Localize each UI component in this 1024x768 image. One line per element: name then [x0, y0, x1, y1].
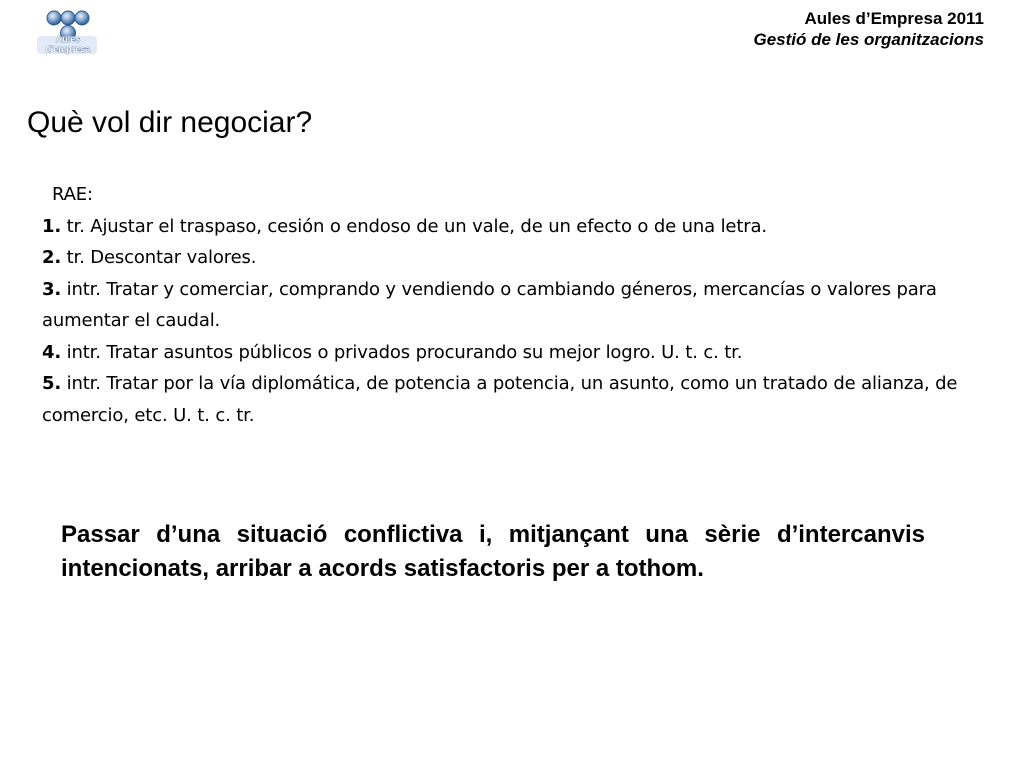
definition-item	[42, 368, 997, 431]
definition-text: intr. Tratar por la vía diplomática, de potencia a potencia, un asunto, como un tratado de alianza, de comercio, etc. U. t. c. tr.	[42, 373, 958, 426]
definition-text: tr. Ajustar el traspaso, cesión o endoso de un vale, de un efecto o de una letra.	[61, 215, 767, 237]
logo-text-line1: Aules	[55, 34, 81, 44]
slide-title: Què vol dir negociar?	[27, 106, 313, 139]
rae-label: RAE:	[52, 184, 93, 205]
aules-empresa-logo	[34, 8, 100, 56]
definition-number: 1.	[42, 215, 62, 237]
header-subject: Gestió de les organitzacions	[753, 30, 984, 49]
logo-text-line2: d'empresa	[45, 44, 91, 54]
rae-definitions	[42, 179, 997, 431]
definition-item	[42, 242, 997, 274]
definition-number: 5.	[42, 373, 62, 394]
definition-item	[42, 274, 997, 337]
definition-number: 2.	[42, 247, 62, 268]
definition-number: 4.	[42, 341, 62, 363]
slide-header	[753, 8, 984, 50]
definition-number: 3.	[42, 278, 62, 300]
definition-text: intr. Tratar y comerciar, comprando y vendiendo o cambiando géneros, mercancías o valores para aumentar el caudal.	[42, 278, 937, 331]
header-course-title: Aules d’Empresa 2011	[804, 9, 984, 28]
definition-item	[42, 337, 997, 369]
definition-item	[42, 211, 997, 243]
negotiation-summary: Passar d’una situació conflictiva i, mitjançant una sèrie d’intercanvis intencionats, arribar a acords satisfactoris per a tothom.	[61, 521, 925, 582]
definition-text: intr. Tratar asuntos públicos o privados procurando su mejor logro. U. t. c. tr.	[61, 341, 743, 363]
definition-text: tr. Descontar valores.	[61, 247, 257, 268]
